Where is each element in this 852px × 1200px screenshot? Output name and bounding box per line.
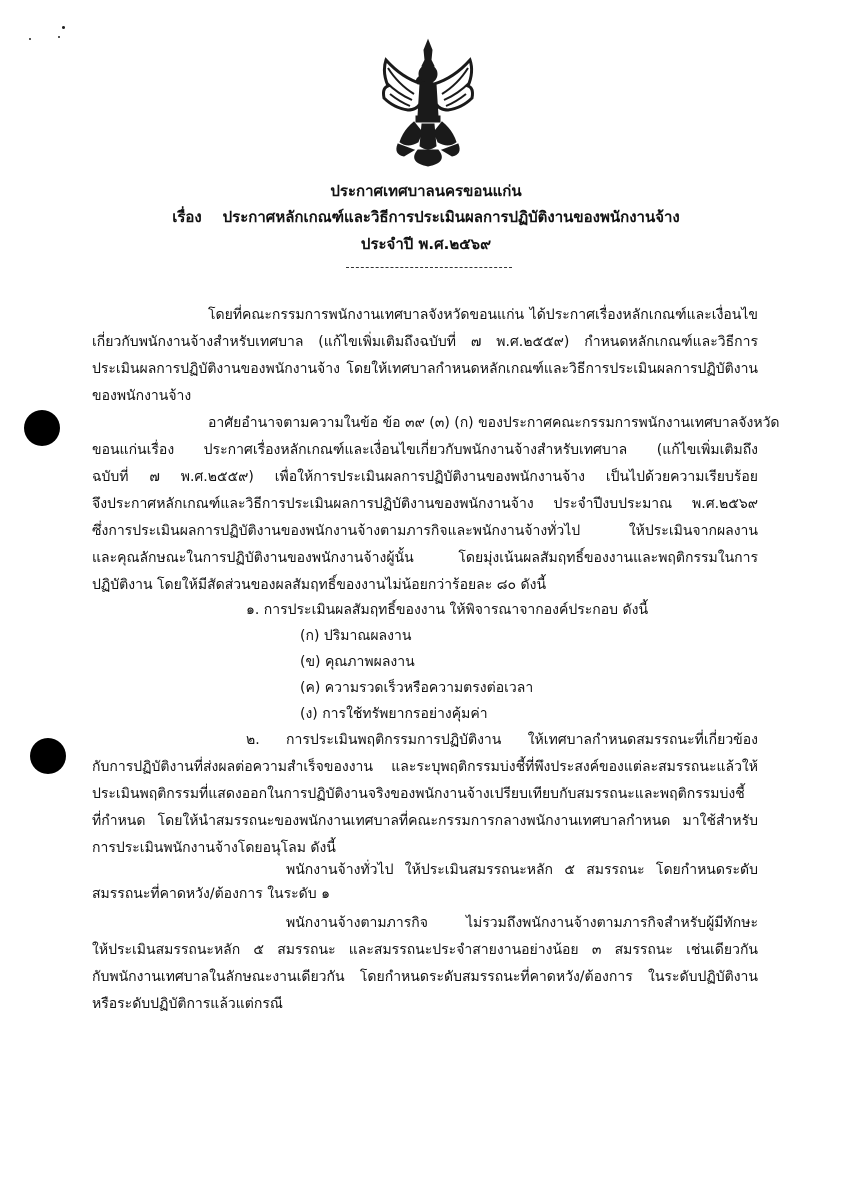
item2-line: การประเมินพนักงานจ้างโดยอนุโลม ดังนี้: [92, 840, 336, 856]
mission-staff-line: ให้ประเมินสมรรถนะหลัก ๕ สมรรถนะ และสมรรถนะประจำสายงานอย่างน้อย ๓ สมรรถนะ เช่นเดียวกัน: [92, 942, 758, 958]
item2-line: ๒. การประเมินพฤติกรรมการปฏิบัติงาน ให้เทศบาลกำหนดสมรรถนะที่เกี่ยวข้อง: [246, 732, 758, 748]
item1-sub: (ข) คุณภาพผลงาน: [300, 654, 415, 670]
para2-line: ฉบับที่ ๗ พ.ศ.๒๕๕๙) เพื่อให้การประเมินผลการปฏิบัติงานของพนักงานจ้าง เป็นไปด้วยความเรียบร้อย: [92, 469, 758, 485]
item1-sub: (ค) ความรวดเร็วหรือความตรงต่อเวลา: [300, 680, 534, 696]
punch-hole-top: [24, 410, 60, 446]
mission-staff-line: พนักงานจ้างตามภารกิจ ไม่รวมถึงพนักงานจ้างตามภารกิจสำหรับผู้มีทักษะ: [286, 915, 758, 931]
para1-line: เกี่ยวกับพนักงานจ้างสำหรับเทศบาล (แก้ไขเพิ่มเติมถึงฉบับที่ ๗ พ.ศ.๒๕๕๙) กำหนดหลักเกณฑ์และวิธีการ: [92, 334, 758, 350]
announcement-year: ประจำปี พ.ศ.๒๕๖๙: [360, 235, 492, 253]
item1-sub: (ง) การใช้ทรัพยากรอย่างคุ้มค่า: [300, 706, 488, 722]
general-staff-line: พนักงานจ้างทั่วไป ให้ประเมินสมรรถนะหลัก ๕ สมรรถนะ โดยกำหนดระดับ: [286, 862, 758, 878]
para2-line: จึงประกาศหลักเกณฑ์และวิธีการประเมินผลการปฏิบัติงานของพนักงานจ้าง ประจำปีงบประมาณ พ.ศ.๒๕๖๙: [92, 496, 758, 512]
para2-line: ขอนแก่นเรื่อง ประกาศเรื่องหลักเกณฑ์และเงื่อนไขเกี่ยวกับพนักงานจ้างสำหรับเทศบาล (แก้ไขเพิ่มเติมถึง: [92, 442, 758, 458]
item2-line: กับการปฏิบัติงานที่ส่งผลต่อความสำเร็จของงาน และระบุพฤติกรรมบ่งชี้ที่พึงประสงค์ของแต่ละสมรรถนะแล้วให้: [92, 759, 758, 775]
garuda-emblem-icon: [378, 38, 478, 168]
scan-speck: [62, 26, 65, 29]
para2-line: และคุณลักษณะในการปฏิบัติงานของพนักงานจ้างผู้นั้น โดยมุ่งเน้นผลสัมฤทธิ์ของงานและพฤติกรรมในการ: [92, 550, 758, 566]
subject-text: ประกาศหลักเกณฑ์และวิธีการประเมินผลการปฏิบัติงานของพนักงานจ้าง: [222, 208, 680, 226]
header-divider: [346, 267, 512, 268]
subject-label: เรื่อง: [172, 208, 202, 226]
mission-staff-line: กับพนักงานเทศบาลในลักษณะงานเดียวกัน โดยกำหนดระดับสมรรถนะที่คาดหวัง/ต้องการ ในระดับปฏิบัติงาน: [92, 969, 758, 985]
para2-line: ซึ่งการประเมินผลการปฏิบัติงานของพนักงานจ้างตามภารกิจและพนักงานจ้างทั่วไป ให้ประเมินจากผลงาน: [92, 523, 758, 539]
para2-line: ปฏิบัติงาน โดยให้มีสัดส่วนของผลสัมฤทธิ์ของงานไม่น้อยกว่าร้อยละ ๘๐ ดังนี้: [92, 577, 547, 593]
announcement-subject-line: [0, 207, 852, 227]
item2-line: ที่กำหนด โดยให้นำสมรรถนะของพนักงานเทศบาลที่คณะกรรมการกลางพนักงานเทศบาลกำหนด มาใช้สำหรับ: [92, 813, 758, 829]
para1-line: ของพนักงานจ้าง: [92, 388, 192, 404]
punch-hole-bottom: [30, 738, 66, 774]
para1-line: ประเมินผลการปฏิบัติงานของพนักงานจ้าง โดยให้เทศบาลกำหนดหลักเกณฑ์และวิธีการประเมินผลการปฏิบัติงาน: [92, 361, 758, 377]
item1-sub: (ก) ปริมาณผลงาน: [300, 628, 412, 644]
para1-line: โดยที่คณะกรรมการพนักงานเทศบาลจังหวัดขอนแก่น ได้ประกาศเรื่องหลักเกณฑ์และเงื่อนไข: [208, 307, 758, 323]
scan-speck: [29, 38, 31, 40]
announcement-title: ประกาศเทศบาลนครขอนแก่น: [330, 182, 522, 200]
item1-heading: ๑. การประเมินผลสัมฤทธิ์ของงาน ให้พิจารณาจากองค์ประกอบ ดังนี้: [246, 602, 649, 618]
scan-speck: [58, 36, 60, 38]
item2-line: ประเมินพฤติกรรมที่แสดงออกในการปฏิบัติงานจริงของพนักงานจ้างเปรียบเทียบกับสมรรถนะและพฤติกรรมบ่งชี้: [92, 786, 745, 802]
general-staff-line: สมรรถนะที่คาดหวัง/ต้องการ ในระดับ ๑: [92, 886, 330, 902]
mission-staff-line: หรือระดับปฏิบัติการแล้วแต่กรณี: [92, 996, 283, 1012]
para2-line: อาศัยอำนาจตามความในข้อ ข้อ ๓๙ (๓) (ก) ของประกาศคณะกรรมการพนักงานเทศบาลจังหวัด: [208, 415, 780, 431]
